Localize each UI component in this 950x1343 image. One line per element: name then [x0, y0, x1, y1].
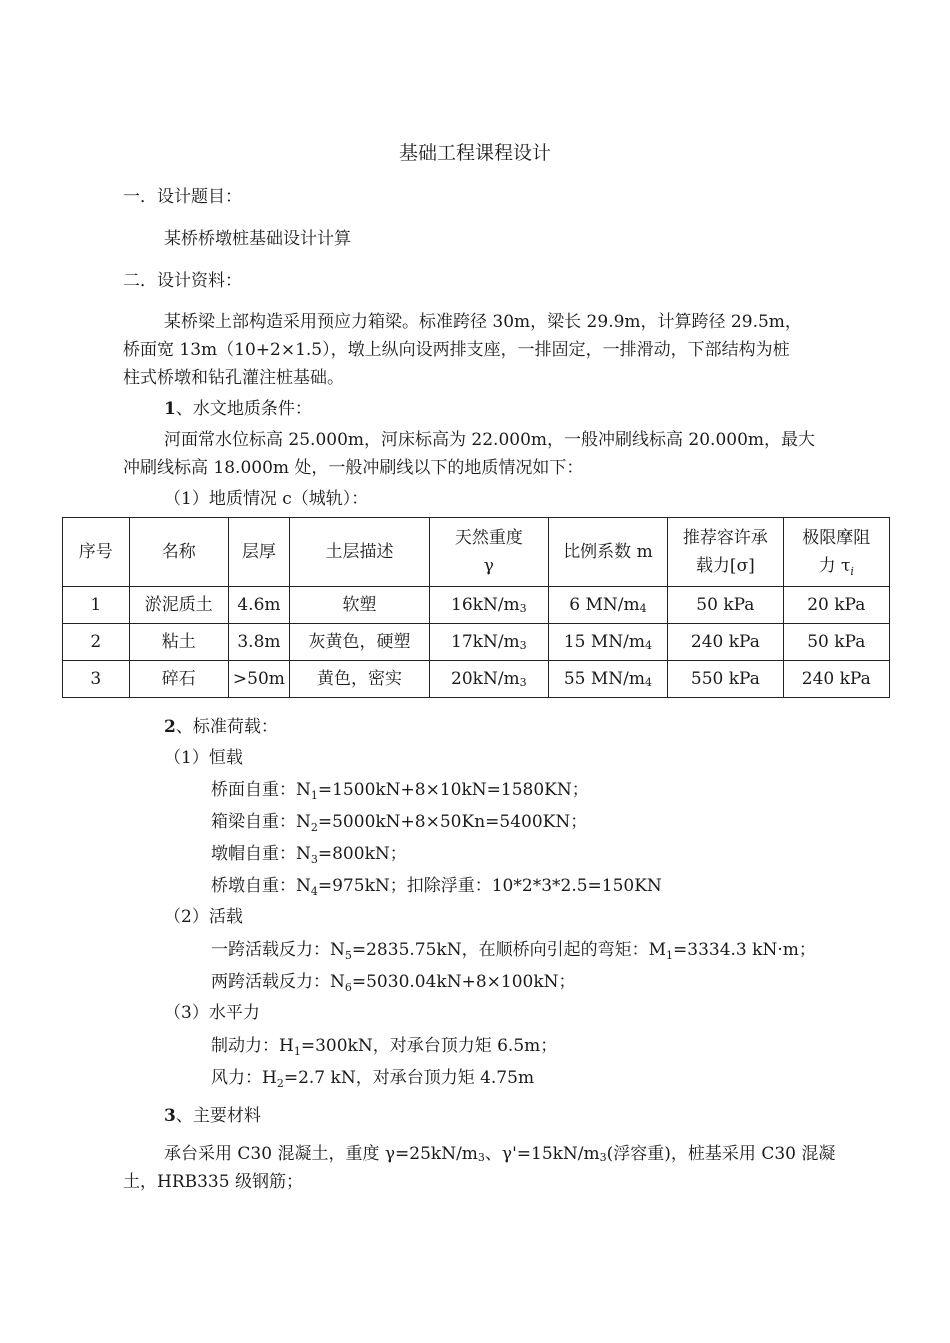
dead-load-2-sub: 2	[310, 821, 318, 834]
header-no: 序号	[63, 518, 130, 587]
cell-description: 黄色，密实	[289, 661, 429, 698]
cell-bearing: 50 kPa	[668, 587, 783, 624]
cell-coefficient	[548, 587, 668, 624]
horizontal-load-heading: （3）水平力	[164, 1003, 260, 1023]
materials-1c: (浮容重)，桩基采用 C30 混凝	[606, 1144, 836, 1164]
dead-load-1-sub: 1	[310, 789, 318, 802]
table-caption: （1）地质情况 c（城轨）：	[164, 489, 369, 509]
live-load-2-post: =5030.04kN+8×100kN；	[351, 972, 576, 992]
coefficient-exp: 4	[639, 602, 647, 615]
live-load-2-sub: 6	[344, 981, 352, 994]
horizontal-load-1-sub: 1	[293, 1045, 301, 1058]
live-load-1-post: =3334.3 kN·m；	[673, 940, 816, 960]
horizontal-load-line-1	[211, 1035, 557, 1057]
cell-coefficient	[548, 624, 668, 661]
loads-heading-text: 、标准荷载：	[175, 717, 278, 737]
live-load-line-1	[211, 939, 816, 961]
cell-thickness: >50m	[228, 661, 289, 698]
table-row	[63, 587, 890, 624]
cell-no: 2	[63, 624, 130, 661]
cell-description: 灰黄色，硬塑	[289, 624, 429, 661]
header-bearing-line2: 载力[σ]	[695, 556, 755, 576]
horizontal-load-1-post: =300kN，对承台顶力矩 6.5m；	[300, 1036, 558, 1056]
header-friction-line2	[788, 552, 885, 580]
cell-coefficient	[548, 661, 668, 698]
materials-heading	[164, 1105, 261, 1127]
header-friction	[783, 518, 889, 587]
section2-heading: 二．设计资料：	[123, 271, 242, 291]
hydro-line-1: 河面常水位标高 25.000m，河床标高为 22.000m，一般冲刷线标高 20.000m，最大	[164, 430, 816, 450]
header-friction-sub: i	[850, 565, 854, 578]
section1-content: 某桥桥墩桩基础设计计算	[164, 229, 351, 249]
unit-weight-value: 16kN/m	[451, 595, 520, 615]
cell-unit-weight	[430, 587, 549, 624]
loads-num: 2	[164, 717, 176, 737]
cell-name: 粘土	[129, 624, 228, 661]
materials-line-2: 土，HRB335 级钢筋；	[123, 1172, 303, 1192]
dead-load-2-pre: 箱梁自重：N	[211, 812, 311, 832]
dead-load-2-post: =5000kN+8×50Kn=5400KN；	[317, 812, 588, 832]
cell-description: 软塑	[289, 587, 429, 624]
header-unit-weight-line2: γ	[483, 556, 494, 576]
dead-load-line-2	[211, 811, 587, 833]
live-load-1-sub: 5	[344, 949, 352, 962]
horizontal-load-2-pre: 风力：H	[211, 1068, 277, 1088]
materials-num: 3	[164, 1106, 176, 1126]
hydro-num: 1	[164, 399, 176, 419]
live-load-1-pre: 一跨活载反力：N	[211, 940, 345, 960]
dead-load-3-pre: 墩帽自重：N	[211, 844, 311, 864]
horizontal-load-1-pre: 制动力：H	[211, 1036, 294, 1056]
live-load-1-sub2: 1	[666, 949, 674, 962]
cell-friction: 20 kPa	[783, 587, 889, 624]
cell-no: 1	[63, 587, 130, 624]
live-load-heading: （2）活载	[164, 907, 243, 927]
materials-exp-1: 3	[477, 1151, 485, 1164]
unit-weight-value: 20kN/m	[451, 669, 520, 689]
cell-thickness: 3.8m	[228, 624, 289, 661]
coefficient-value: 15 MN/m	[563, 632, 646, 652]
unit-weight-exp: 3	[519, 602, 527, 615]
materials-line-1	[164, 1143, 835, 1165]
horizontal-load-2-sub: 2	[276, 1077, 284, 1090]
header-name: 名称	[129, 518, 228, 587]
geology-table	[62, 517, 890, 698]
header-thickness: 层厚	[228, 518, 289, 587]
cell-unit-weight	[430, 624, 549, 661]
unit-weight-exp: 3	[519, 676, 527, 689]
coefficient-value: 6 MN/m	[569, 595, 640, 615]
dead-load-heading: （1）恒载	[164, 748, 243, 768]
dead-load-line-4	[211, 875, 662, 897]
header-friction-line1: 极限摩阻	[802, 528, 871, 548]
live-load-1-mid: =2835.75kN，在顺桥向引起的弯矩：M	[351, 940, 667, 960]
horizontal-load-2-post: =2.7 kN，对承台顶力矩 4.75m	[283, 1068, 535, 1088]
table-row	[63, 661, 890, 698]
materials-1a: 承台采用 C30 混凝土，重度 γ=25kN/m	[164, 1144, 478, 1164]
coefficient-exp: 4	[645, 639, 653, 652]
dead-load-line-1	[211, 779, 589, 801]
header-description: 土层描述	[289, 518, 429, 587]
dead-load-line-3	[211, 843, 407, 865]
live-load-line-2	[211, 971, 576, 993]
header-unit-weight	[430, 518, 549, 587]
cell-no: 3	[63, 661, 130, 698]
dead-load-4-sub: 4	[310, 885, 318, 898]
header-coefficient: 比例系数 m	[548, 518, 668, 587]
hydro-line-2: 冲刷线标高 18.000m 处，一般冲刷线以下的地质情况如下：	[123, 458, 584, 478]
cell-friction: 50 kPa	[783, 624, 889, 661]
cell-thickness: 4.6m	[228, 587, 289, 624]
intro-line-2: 桥面宽 13m（10+2×1.5），墩上纵向设两排支座，一排固定，一排滑动，下部结构为桩	[123, 340, 790, 360]
table-header-row	[63, 518, 890, 587]
cell-name: 碎石	[129, 661, 228, 698]
materials-heading-text: 、主要材料	[175, 1106, 261, 1126]
unit-weight-value: 17kN/m	[451, 632, 520, 652]
coefficient-exp: 4	[645, 676, 653, 689]
dead-load-3-sub: 3	[310, 853, 318, 866]
header-friction-text: 力 τ	[818, 556, 851, 576]
horizontal-load-line-2	[211, 1067, 534, 1089]
live-load-2-pre: 两跨活载反力：N	[211, 972, 345, 992]
hydro-heading	[164, 398, 312, 420]
intro-line-1: 某桥梁上部构造采用预应力箱梁。标准跨径 30m，梁长 29.9m，计算跨径 29.5m，	[164, 312, 802, 332]
dead-load-1-pre: 桥面自重：N	[211, 780, 311, 800]
cell-friction: 240 kPa	[783, 661, 889, 698]
loads-heading	[164, 716, 278, 738]
cell-bearing: 550 kPa	[668, 661, 783, 698]
cell-bearing: 240 kPa	[668, 624, 783, 661]
dead-load-4-pre: 桥墩自重：N	[211, 876, 311, 896]
cell-unit-weight	[430, 661, 549, 698]
materials-1b: 、γ'=15kN/m	[484, 1144, 600, 1164]
section1-heading: 一．设计题目：	[123, 187, 242, 207]
dead-load-3-post: =800kN；	[317, 844, 407, 864]
page-title: 基础工程课程设计	[398, 142, 551, 164]
unit-weight-exp: 3	[519, 639, 527, 652]
materials-exp-2: 3	[599, 1151, 607, 1164]
header-bearing	[668, 518, 783, 587]
hydro-heading-text: 、水文地质条件：	[175, 399, 312, 419]
header-unit-weight-line1: 天然重度	[454, 528, 523, 548]
header-bearing-line1: 推荐容许承	[682, 528, 768, 548]
dead-load-1-post: =1500kN+8×10kN=1580KN；	[317, 780, 589, 800]
table-row	[63, 624, 890, 661]
dead-load-4-post: =975kN；扣除浮重：10*2*3*2.5=150KN	[317, 876, 662, 896]
intro-line-3: 柱式桥墩和钻孔灌注桩基础。	[123, 368, 344, 388]
coefficient-value: 55 MN/m	[563, 669, 646, 689]
cell-name: 淤泥质土	[129, 587, 228, 624]
